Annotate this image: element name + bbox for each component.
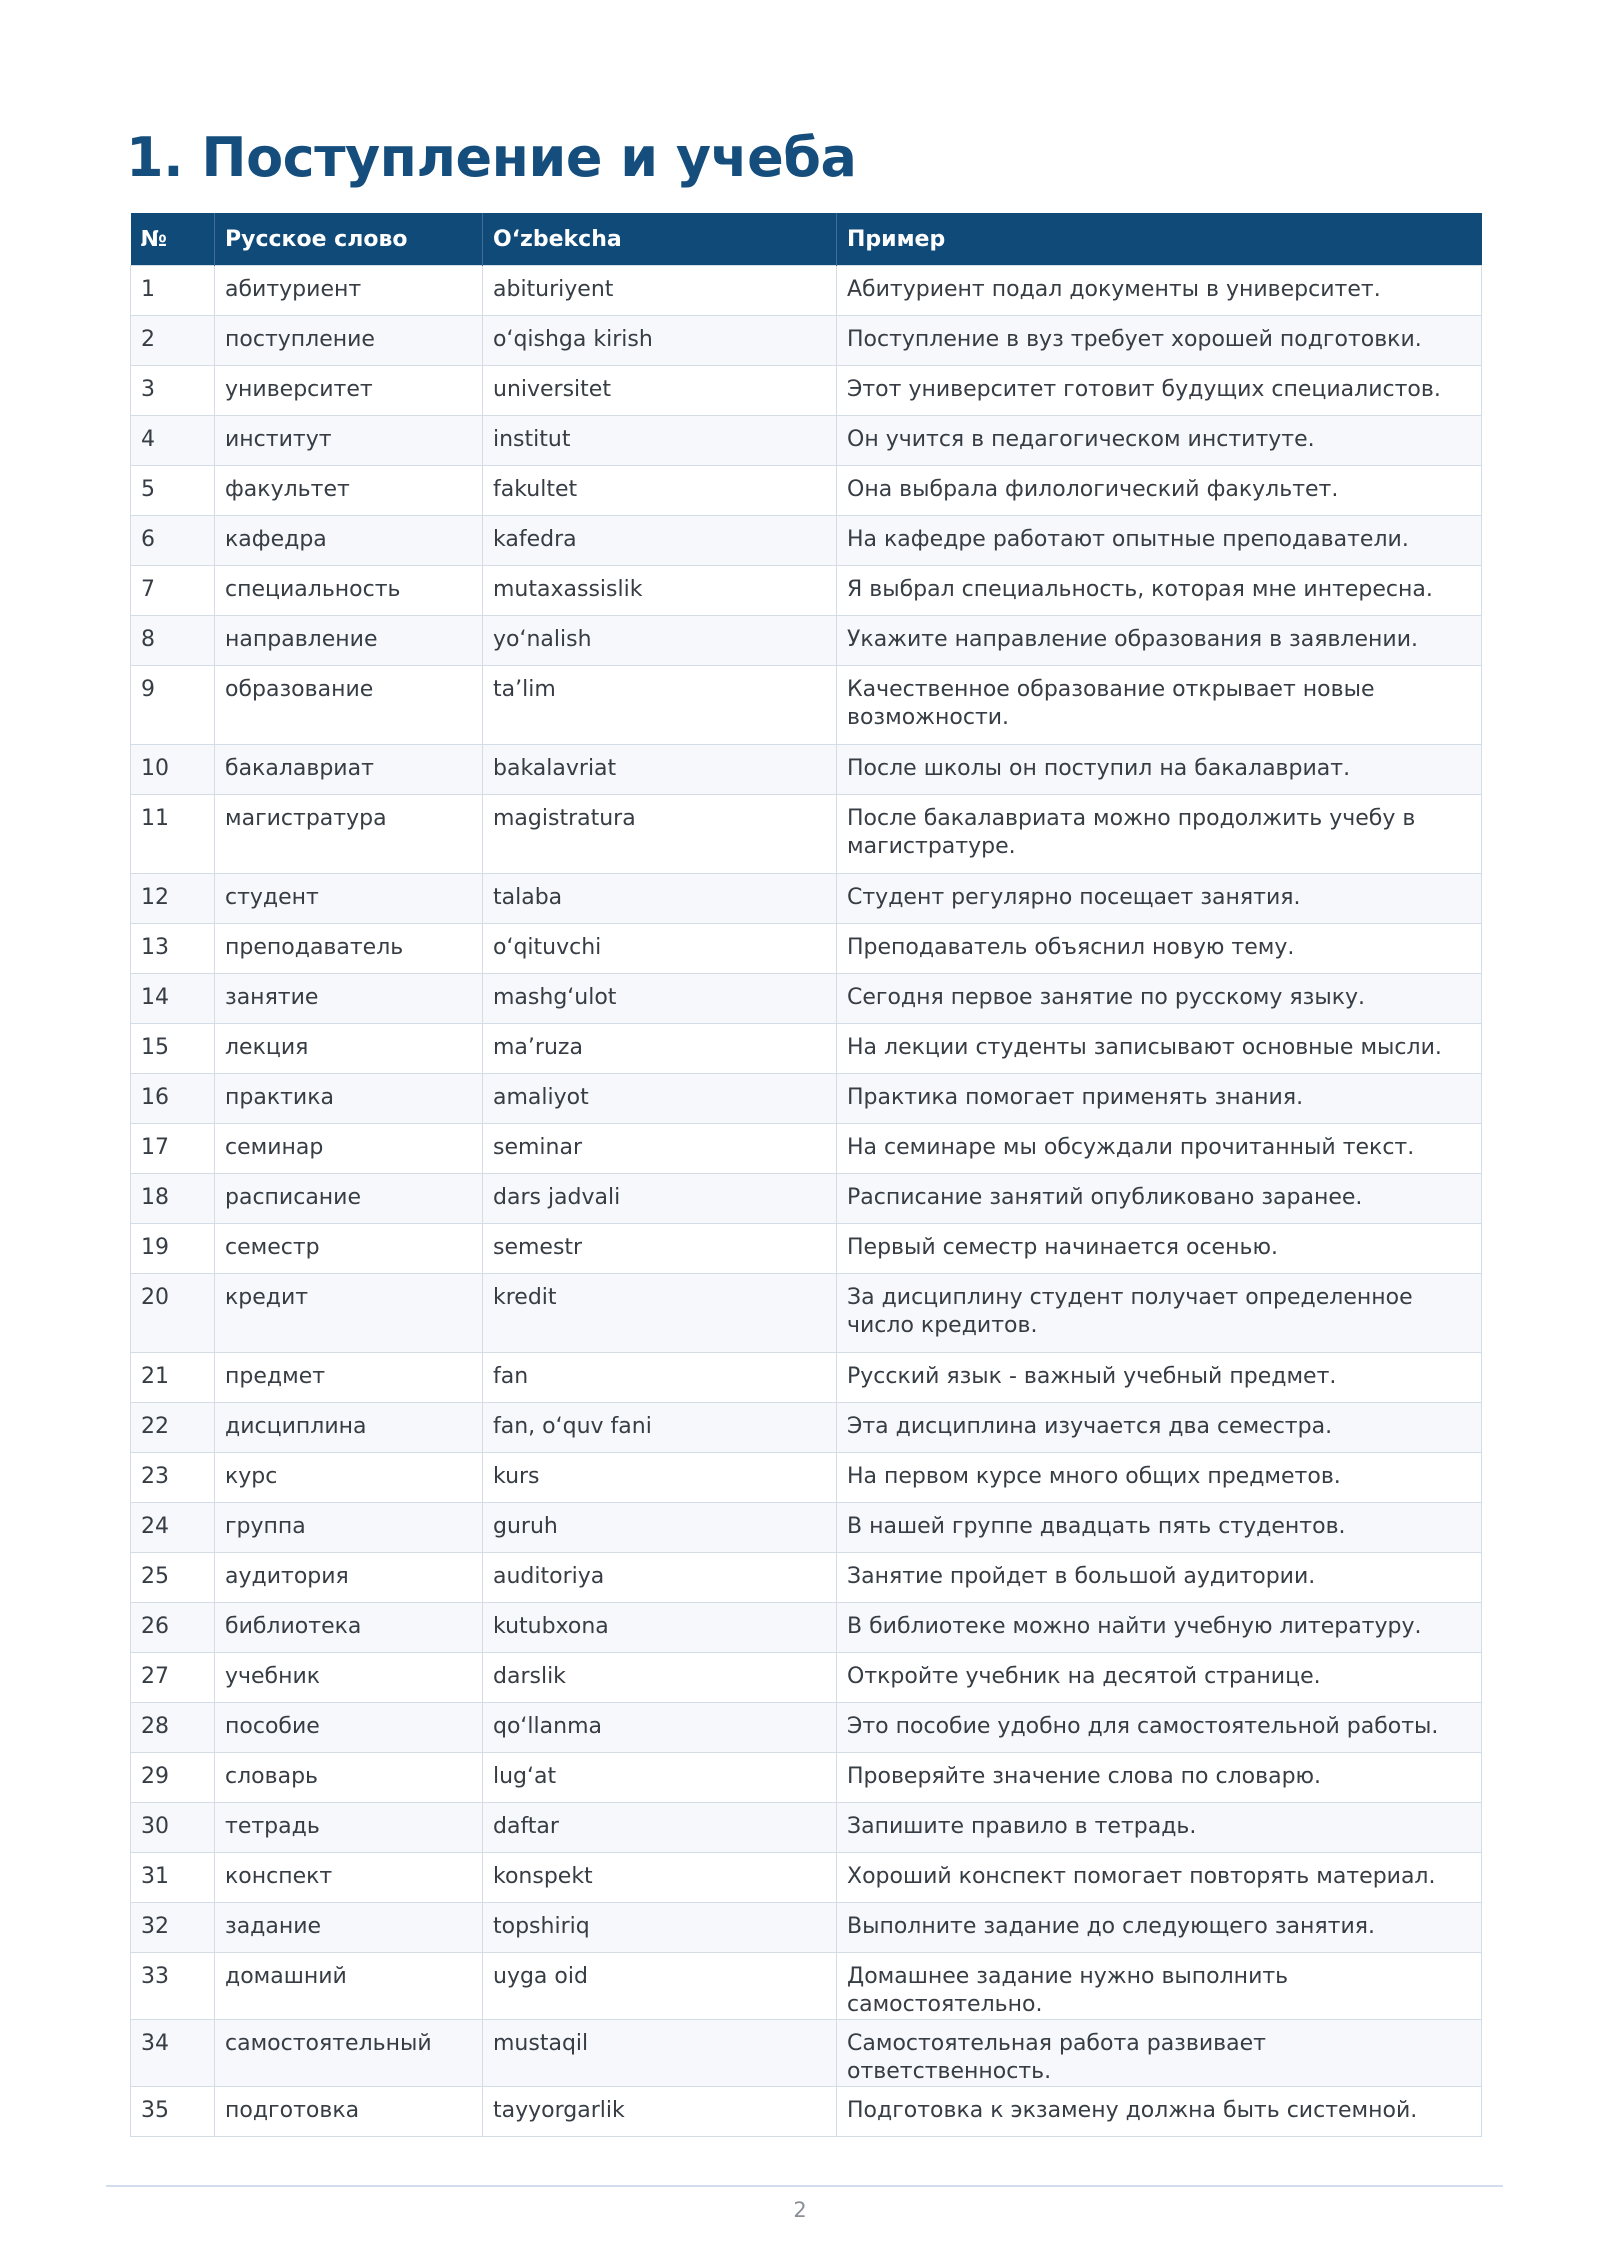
cell-number: 26 [131,1603,215,1653]
cell-example: Домашнее задание нужно выполнить самостоятельно. [837,1953,1482,2020]
cell-russian-word: семестр [215,1224,483,1274]
table-body [131,266,1482,2137]
cell-number: 16 [131,1074,215,1124]
cell-russian-word: самостоятельный [215,2020,483,2087]
cell-example: На кафедре работают опытные преподаватели. [837,516,1482,566]
cell-uzbek-word: konspekt [483,1853,837,1903]
cell-example: Эта дисциплина изучается два семестра. [837,1403,1482,1453]
cell-example: Откройте учебник на десятой странице. [837,1653,1482,1703]
cell-example: Качественное образование открывает новые возможности. [837,666,1482,745]
table-row [131,666,1482,745]
table-header [131,213,1482,266]
cell-example: Запишите правило в тетрадь. [837,1803,1482,1853]
table-row [131,1274,1482,1353]
table-row [131,1353,1482,1403]
cell-number: 9 [131,666,215,745]
cell-number: 2 [131,316,215,366]
cell-uzbek-word: o‘qituvchi [483,924,837,974]
table-row [131,1603,1482,1653]
cell-uzbek-word: guruh [483,1503,837,1553]
cell-uzbek-word: semestr [483,1224,837,1274]
cell-example: На первом курсе много общих предметов. [837,1453,1482,1503]
cell-number: 19 [131,1224,215,1274]
table-row [131,1653,1482,1703]
cell-number: 22 [131,1403,215,1453]
cell-example: Первый семестр начинается осенью. [837,1224,1482,1274]
cell-number: 17 [131,1124,215,1174]
cell-number: 14 [131,974,215,1024]
cell-uzbek-word: qo‘llanma [483,1703,837,1753]
table-row [131,1403,1482,1453]
vocabulary-table [130,213,1482,2137]
cell-uzbek-word: mutaxassislik [483,566,837,616]
cell-uzbek-word: auditoriya [483,1553,837,1603]
cell-number: 1 [131,266,215,316]
cell-uzbek-word: ta’lim [483,666,837,745]
cell-uzbek-word: fakultet [483,466,837,516]
cell-russian-word: учебник [215,1653,483,1703]
cell-example: В нашей группе двадцать пять студентов. [837,1503,1482,1553]
table-row [131,366,1482,416]
cell-example: Самостоятельная работа развивает ответственность. [837,2020,1482,2087]
cell-russian-word: кредит [215,1274,483,1353]
cell-russian-word: тетрадь [215,1803,483,1853]
table-row [131,1174,1482,1224]
table-row [131,1024,1482,1074]
cell-number: 34 [131,2020,215,2087]
cell-russian-word: библиотека [215,1603,483,1653]
cell-number: 33 [131,1953,215,2020]
cell-uzbek-word: mashg‘ulot [483,974,837,1024]
cell-russian-word: поступление [215,316,483,366]
cell-uzbek-word: ma’ruza [483,1024,837,1074]
cell-uzbek-word: mustaqil [483,2020,837,2087]
cell-number: 35 [131,2087,215,2137]
cell-uzbek-word: topshiriq [483,1903,837,1953]
cell-number: 24 [131,1503,215,1553]
cell-number: 13 [131,924,215,974]
cell-example: Он учится в педагогическом институте. [837,416,1482,466]
cell-example: Она выбрала филологический факультет. [837,466,1482,516]
cell-russian-word: бакалавриат [215,745,483,795]
cell-example: Подготовка к экзамену должна быть системной. [837,2087,1482,2137]
cell-uzbek-word: abituriyent [483,266,837,316]
table-row [131,1903,1482,1953]
cell-russian-word: университет [215,366,483,416]
table-row [131,874,1482,924]
cell-example: В библиотеке можно найти учебную литературу. [837,1603,1482,1653]
cell-number: 25 [131,1553,215,1603]
page-number: 2 [793,2198,807,2222]
table-row [131,2087,1482,2137]
column-header-uzbek: O‘zbekcha [483,213,837,266]
table-row [131,1853,1482,1903]
cell-number: 6 [131,516,215,566]
cell-number: 5 [131,466,215,516]
cell-number: 8 [131,616,215,666]
cell-russian-word: занятие [215,974,483,1024]
cell-uzbek-word: magistratura [483,795,837,874]
table-row [131,2020,1482,2087]
table-row [131,1453,1482,1503]
cell-russian-word: пособие [215,1703,483,1753]
cell-uzbek-word: uyga oid [483,1953,837,2020]
cell-russian-word: словарь [215,1753,483,1803]
table-row [131,745,1482,795]
cell-uzbek-word: yo‘nalish [483,616,837,666]
table-row [131,466,1482,516]
footer-divider [106,2185,1503,2187]
column-header-example: Пример [837,213,1482,266]
table-row [131,266,1482,316]
cell-number: 23 [131,1453,215,1503]
cell-russian-word: специальность [215,566,483,616]
cell-number: 12 [131,874,215,924]
cell-example: Расписание занятий опубликовано заранее. [837,1174,1482,1224]
table-row [131,1703,1482,1753]
cell-number: 10 [131,745,215,795]
cell-russian-word: преподаватель [215,924,483,974]
cell-example: Русский язык - важный учебный предмет. [837,1353,1482,1403]
cell-example: Занятие пройдет в большой аудитории. [837,1553,1482,1603]
cell-example: Студент регулярно посещает занятия. [837,874,1482,924]
cell-number: 11 [131,795,215,874]
cell-uzbek-word: fan, o‘quv fani [483,1403,837,1453]
cell-russian-word: факультет [215,466,483,516]
cell-uzbek-word: kurs [483,1453,837,1503]
cell-uzbek-word: fan [483,1353,837,1403]
cell-uzbek-word: o‘qishga kirish [483,316,837,366]
cell-number: 3 [131,366,215,416]
cell-uzbek-word: talaba [483,874,837,924]
table-row [131,616,1482,666]
page-title: 1. Поступление и учеба [126,126,857,189]
cell-russian-word: предмет [215,1353,483,1403]
cell-number: 32 [131,1903,215,1953]
table-row [131,566,1482,616]
cell-example: Преподаватель объяснил новую тему. [837,924,1482,974]
cell-example: Это пособие удобно для самостоятельной работы. [837,1703,1482,1753]
cell-russian-word: подготовка [215,2087,483,2137]
cell-russian-word: домашний [215,1953,483,2020]
cell-russian-word: кафедра [215,516,483,566]
cell-russian-word: направление [215,616,483,666]
cell-russian-word: дисциплина [215,1403,483,1453]
cell-russian-word: задание [215,1903,483,1953]
table-row [131,1953,1482,2020]
cell-russian-word: конспект [215,1853,483,1903]
cell-number: 4 [131,416,215,466]
cell-uzbek-word: kredit [483,1274,837,1353]
cell-uzbek-word: bakalavriat [483,745,837,795]
cell-example: Я выбрал специальность, которая мне интересна. [837,566,1482,616]
cell-uzbek-word: dars jadvali [483,1174,837,1224]
cell-russian-word: курс [215,1453,483,1503]
table-row [131,316,1482,366]
cell-example: Выполните задание до следующего занятия. [837,1903,1482,1953]
cell-uzbek-word: darslik [483,1653,837,1703]
cell-number: 21 [131,1353,215,1403]
cell-example: Укажите направление образования в заявлении. [837,616,1482,666]
cell-uzbek-word: tayyorgarlik [483,2087,837,2137]
cell-example: На семинаре мы обсуждали прочитанный текст. [837,1124,1482,1174]
cell-example: За дисциплину студент получает определенное число кредитов. [837,1274,1482,1353]
cell-number: 15 [131,1024,215,1074]
table-row [131,1803,1482,1853]
cell-example: Хороший конспект помогает повторять материал. [837,1853,1482,1903]
cell-uzbek-word: institut [483,416,837,466]
cell-uzbek-word: kafedra [483,516,837,566]
cell-example: Абитуриент подал документы в университет. [837,266,1482,316]
cell-russian-word: группа [215,1503,483,1553]
cell-example: Сегодня первое занятие по русскому языку. [837,974,1482,1024]
cell-russian-word: студент [215,874,483,924]
cell-russian-word: магистратура [215,795,483,874]
cell-number: 31 [131,1853,215,1903]
cell-example: После школы он поступил на бакалавриат. [837,745,1482,795]
cell-uzbek-word: seminar [483,1124,837,1174]
cell-uzbek-word: kutubxona [483,1603,837,1653]
cell-russian-word: образование [215,666,483,745]
cell-number: 20 [131,1274,215,1353]
cell-number: 27 [131,1653,215,1703]
cell-russian-word: лекция [215,1024,483,1074]
cell-number: 30 [131,1803,215,1853]
cell-example: Проверяйте значение слова по словарю. [837,1753,1482,1803]
table-row [131,1124,1482,1174]
cell-russian-word: семинар [215,1124,483,1174]
cell-number: 29 [131,1753,215,1803]
cell-uzbek-word: universitet [483,366,837,416]
table-header-row [131,213,1482,266]
cell-russian-word: аудитория [215,1553,483,1603]
cell-russian-word: расписание [215,1174,483,1224]
cell-uzbek-word: lug‘at [483,1753,837,1803]
column-header-number: № [131,213,215,266]
cell-example: Этот университет готовит будущих специалистов. [837,366,1482,416]
cell-example: После бакалавриата можно продолжить учебу в магистратуре. [837,795,1482,874]
cell-example: На лекции студенты записывают основные мысли. [837,1024,1482,1074]
table-row [131,1224,1482,1274]
table-row [131,1753,1482,1803]
table-row [131,924,1482,974]
cell-number: 28 [131,1703,215,1753]
table-row [131,1553,1482,1603]
cell-uzbek-word: amaliyot [483,1074,837,1124]
table-row [131,1074,1482,1124]
cell-uzbek-word: daftar [483,1803,837,1853]
cell-russian-word: практика [215,1074,483,1124]
cell-number: 7 [131,566,215,616]
cell-example: Поступление в вуз требует хорошей подготовки. [837,316,1482,366]
table-row [131,516,1482,566]
cell-russian-word: институт [215,416,483,466]
column-header-russian-word: Русское слово [215,213,483,266]
cell-example: Практика помогает применять знания. [837,1074,1482,1124]
table-row [131,974,1482,1024]
table-row [131,416,1482,466]
table-row [131,795,1482,874]
table-row [131,1503,1482,1553]
cell-number: 18 [131,1174,215,1224]
cell-russian-word: абитуриент [215,266,483,316]
